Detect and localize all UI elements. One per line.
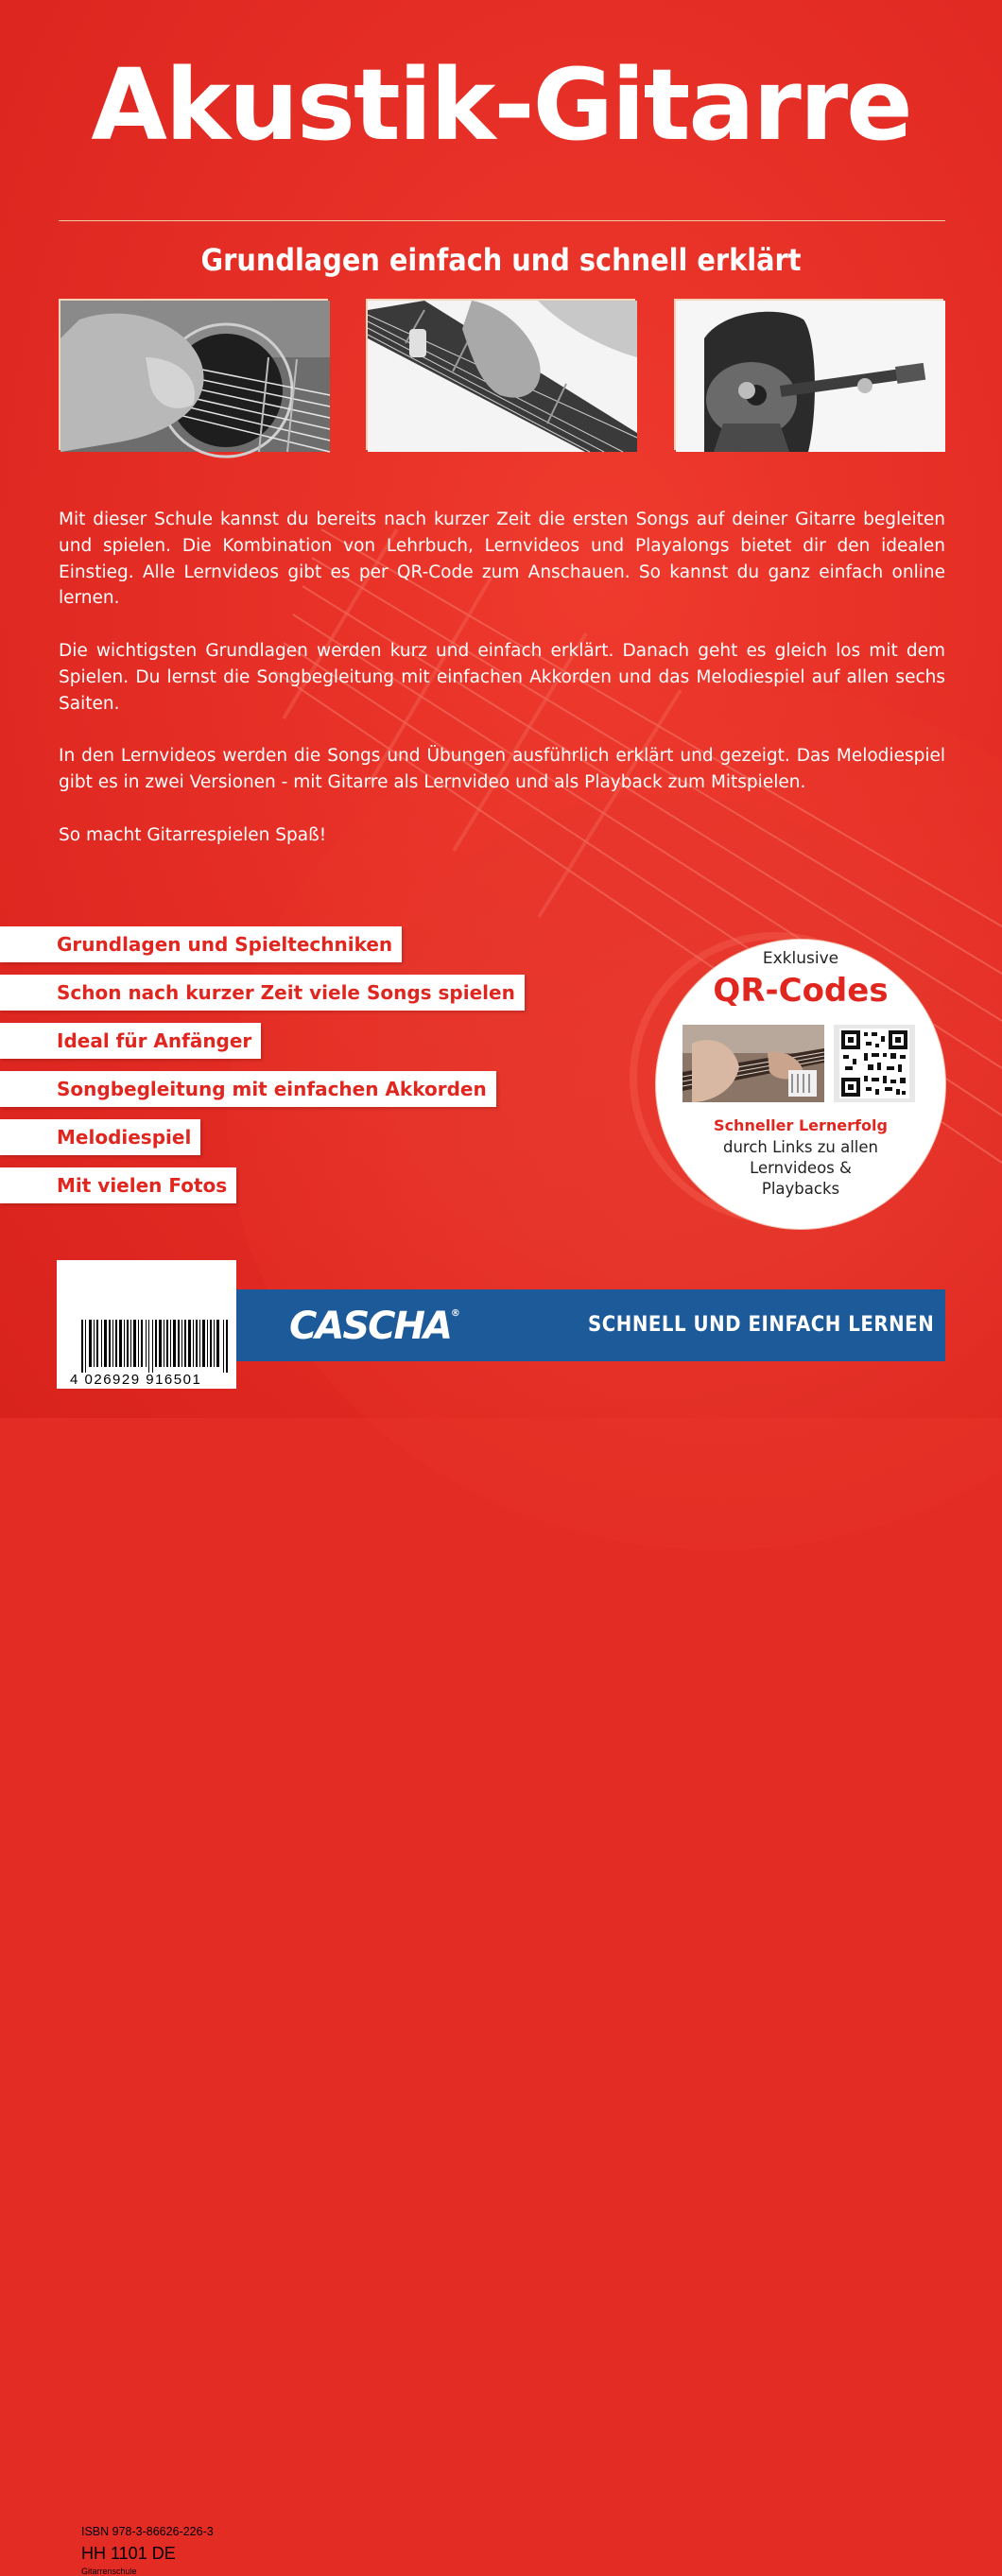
feature-label: Grundlagen und Spieltechniken (0, 926, 402, 962)
badge-exklusive: Exklusive (762, 949, 839, 968)
publisher-logo (289, 1305, 458, 1348)
feature-label: Schon nach kurzer Zeit viele Songs spielen (0, 975, 525, 1011)
feature-label: Songbegleitung mit einfachen Akkorden (0, 1071, 496, 1107)
isbn-number: ISBN 978-3-86626-226-3 (81, 2525, 214, 2538)
badge-line: Lernvideos & (750, 1159, 852, 1177)
feature-label: Ideal für Anfänger (0, 1023, 261, 1059)
book-title: Akustik-Gitarre (91, 47, 911, 163)
video-thumbnail-image (682, 1025, 824, 1102)
badge-qr-codes: QR-Codes (713, 972, 889, 1010)
player-with-guitar-photo (674, 299, 943, 450)
ean-number: 4 026929 916501 (70, 1372, 202, 1388)
description-paragraph: Die wichtigsten Grundlagen werden kurz und einfach erklärt. Danach geht es gleich los mit dem Spielen. Du lernst die Songbegleitung mit einfachen Akkorden und das Melodiespiel auf allen sechs Saiten. (59, 640, 945, 714)
description-text (59, 507, 945, 874)
order-number: HH 1101 DE (81, 2544, 176, 2563)
left-hand-chord-photo (366, 299, 635, 450)
publisher-name: CASCHA (289, 1305, 451, 1348)
title-divider (59, 220, 945, 221)
book-subtitle: Grundlagen einfach und schnell erklärt (200, 242, 802, 278)
qr-code-image (834, 1025, 915, 1102)
description-paragraph: In den Lernvideos werden die Songs und Übungen ausführlich erklärt und gezeigt. Das Melodiespiel gibt es in zwei Versionen - mit Gitarre als Lernvideo und als Playback zum Mitspielen. (59, 746, 945, 792)
qr-codes-badge (656, 940, 945, 1229)
badge-line: Playbacks (761, 1180, 840, 1198)
feature-label: Melodiespiel (0, 1119, 200, 1155)
right-hand-strumming-photo (59, 299, 328, 450)
ean-barcode (81, 1320, 231, 1373)
badge-lead: Schneller Lernerfolg (714, 1116, 888, 1134)
description-paragraph: Mit dieser Schule kannst du bereits nach kurzer Zeit die ersten Songs auf deiner Gitarre begleiten und spielen. Die Kombination von Lehrbuch, Lernvideos und Playalongs bietet dir den idealen Einstieg. Alle Lernvideos gibt es per QR-Code zum Anschauen. So kannst du ganz einfach online lernen. (59, 510, 945, 609)
product-category: Gitarrenschule (81, 2567, 137, 2576)
badge-line: durch Links zu allen (722, 1138, 878, 1156)
registered-mark: ® (450, 1308, 458, 1319)
description-paragraph: So macht Gitarrespielen Spaß! (59, 824, 327, 845)
feature-label: Mit vielen Fotos (0, 1167, 236, 1203)
publisher-slogan: SCHNELL UND EINFACH LERNEN (588, 1313, 935, 1337)
